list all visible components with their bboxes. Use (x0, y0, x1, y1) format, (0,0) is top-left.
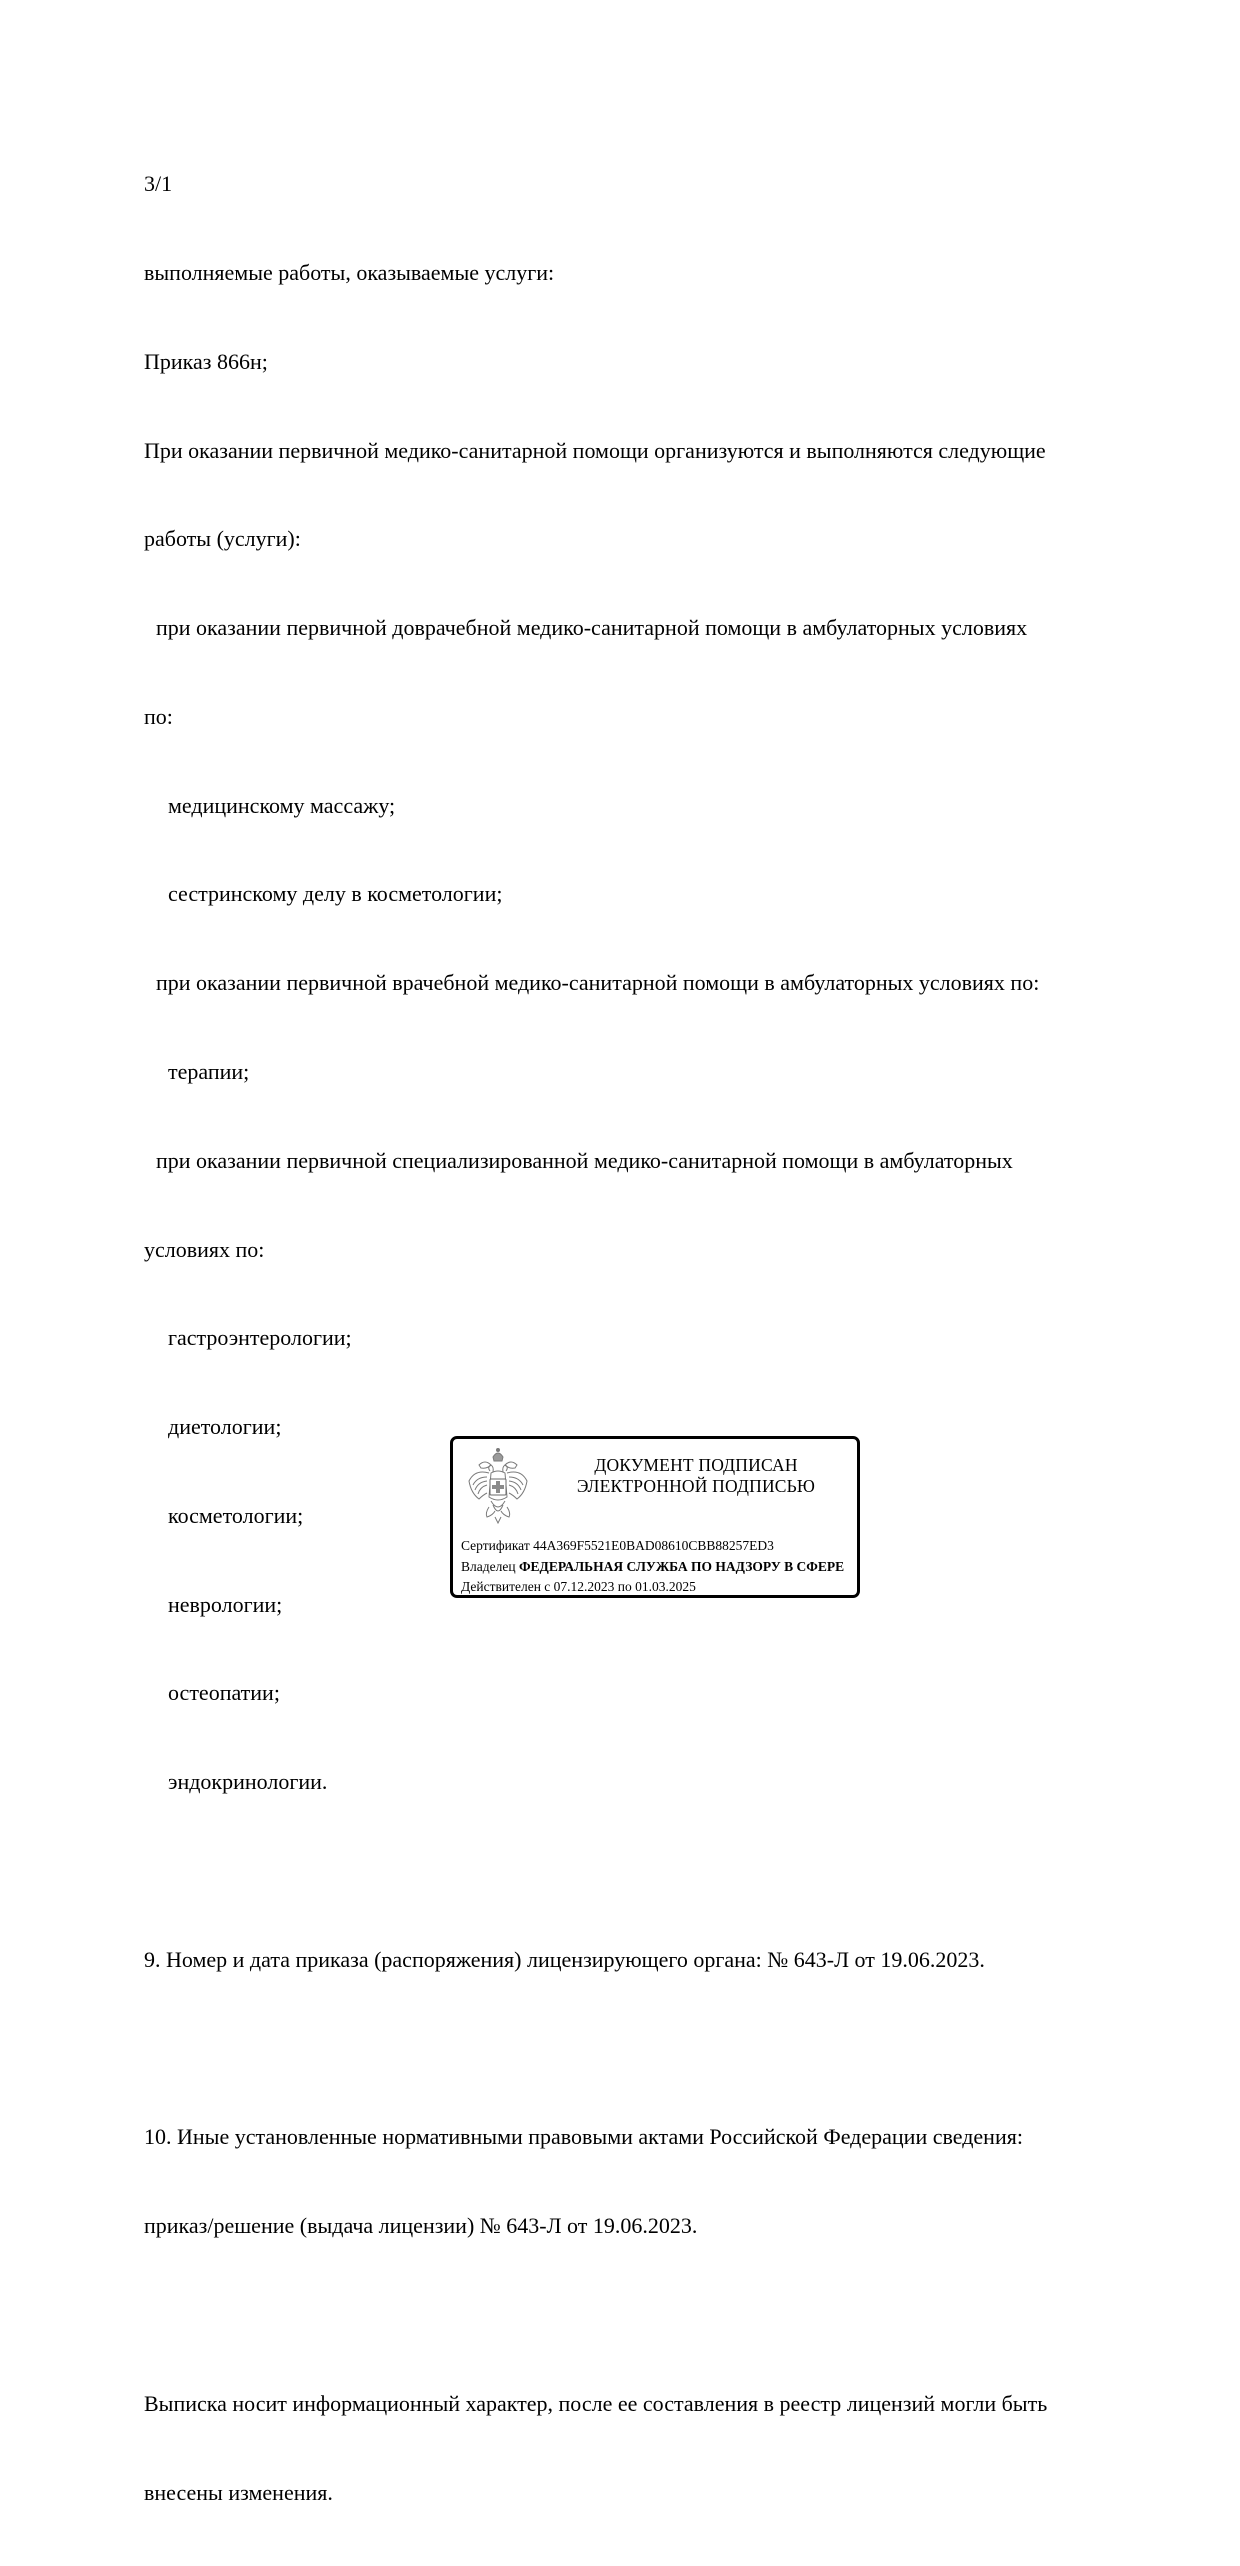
validity-to-label: по (617, 1579, 632, 1594)
validity-row (461, 1577, 844, 1598)
order-reference: Приказ 866н; (144, 348, 268, 374)
subheading-pre-medical-care: при оказании первичной доврачебной медико-санитарной помощи в амбулаторных условиях (156, 615, 1028, 641)
certificate-row (461, 1536, 844, 1557)
disclaimer-cont: внесены изменения. (144, 2479, 333, 2505)
page-label: 3/1 (144, 171, 173, 197)
certificate-label: Сертификат (461, 1538, 530, 1553)
document-body (144, 110, 1174, 2566)
certificate-value: 44A369F5521E0BAD08610CBB88257ED3 (533, 1538, 774, 1553)
stamp-title (543, 1455, 849, 1497)
list-item-service: сестринскому делу в косметологии; (168, 881, 503, 907)
list-item-service: косметологии; (168, 1502, 304, 1528)
owner-row (461, 1557, 844, 1578)
stamp-title-line-1: ДОКУМЕНТ ПОДПИСАН (594, 1455, 798, 1475)
subheading-specialized-care: при оказании первичной специализированной медико-санитарной помощи в амбулаторных (156, 1147, 1013, 1173)
list-item-service: диетологии; (168, 1414, 282, 1440)
section-heading-works-services: выполняемые работы, оказываемые услуги: (144, 259, 555, 285)
validity-label: Действителен с (461, 1579, 551, 1594)
paragraph-primary-care: При оказании первичной медико-санитарной помощи организуются и выполняются следующие (144, 437, 1046, 463)
paragraph-primary-care-cont: работы (услуги): (144, 526, 301, 552)
list-item-service: неврологии; (168, 1591, 283, 1617)
list-item-service: медицинскому массажу; (168, 792, 396, 818)
spacer (144, 2300, 1174, 2330)
owner-label: Владелец (461, 1558, 516, 1574)
spacer (144, 1856, 1174, 1886)
section-10-other-info-cont: приказ/решение (выдача лицензии) № 643-Л от 19.06.2023. (144, 2213, 698, 2239)
list-item-service: остеопатии; (168, 1680, 280, 1706)
list-item-service: терапии; (168, 1059, 250, 1084)
stamp-details (461, 1536, 844, 1598)
subheading-medical-care: при оказании первичной врачебной медико-санитарной помощи в амбулаторных условиях по: (156, 970, 1040, 996)
section-9-order-number: 9. Номер и дата приказа (распоряжения) лицензирующего органа: № 643-Л от 19.06.2023. (144, 1946, 985, 1972)
stamp-title-line-2: ЭЛЕКТРОННОЙ ПОДПИСЬЮ (576, 1476, 816, 1496)
spacer (144, 2034, 1174, 2064)
subheading-specialized-care-cont: условиях по: (144, 1236, 265, 1262)
disclaimer: Выписка носит информационный характер, после ее составления в реестр лицензий могли быть (144, 2390, 1048, 2416)
owner-value: ФЕДЕРАЛЬНАЯ СЛУЖБА ПО НАДЗОРУ В СФЕРЕ (518, 1558, 845, 1574)
valid-from: 07.12.2023 (553, 1579, 615, 1594)
list-item-service: гастроэнтерологии; (168, 1325, 352, 1351)
russian-coat-of-arms-icon (465, 1447, 531, 1527)
subheading-pre-medical-care-cont: по: (144, 703, 173, 729)
electronic-signature-stamp (450, 1436, 860, 1598)
section-10-other-info: 10. Иные установленные нормативными правовыми актами Российской Федерации сведения: (144, 2124, 1023, 2150)
valid-to: 01.03.2025 (635, 1579, 696, 1594)
list-item-service: эндокринологии. (168, 1769, 328, 1795)
